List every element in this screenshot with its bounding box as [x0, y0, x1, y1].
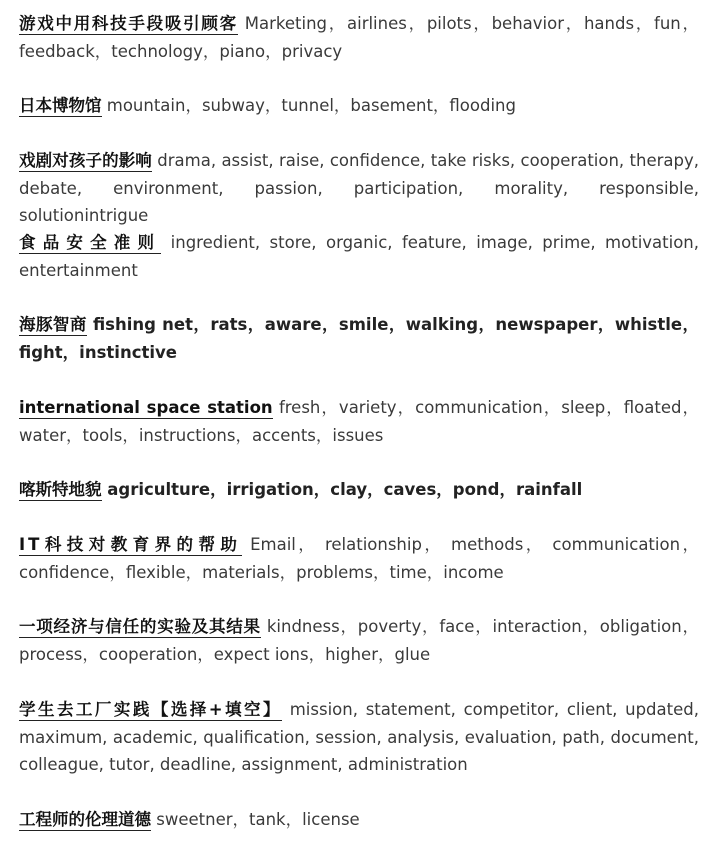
keyword-list: Email， relationship， methods， communication，confidence，flexible，materials，problems，time，income	[19, 535, 699, 582]
topic-heading: 戏剧对孩子的影响	[19, 151, 152, 170]
topic-heading: IT科技对教育界的帮助	[19, 535, 243, 554]
list-item	[19, 311, 699, 366]
topic-heading: 一项经济与信任的实验及其结果	[19, 617, 261, 636]
topic-heading: 食品安全准则	[19, 233, 162, 252]
list-item	[19, 92, 699, 120]
list-item	[19, 806, 699, 834]
list-item	[19, 229, 699, 284]
keyword-list: mission, statement, competitor, client, updated, maximum, academic, qualification, session, analysis, evaluation, path, document, colleague, tutor, deadline, assignment, administration	[19, 700, 699, 774]
keyword-list: drama, assist, raise, confidence, take risks, cooperation, therapy, debate, environment, passion, participation, morality, responsible, solutionintrigue	[19, 151, 699, 225]
topic-heading: 工程师的伦理道德	[19, 810, 151, 829]
list-item	[19, 394, 699, 449]
list-item	[19, 613, 699, 668]
list-item	[19, 476, 699, 504]
topic-heading: 海豚智商	[19, 315, 87, 334]
topic-heading: 日本博物馆	[19, 96, 102, 115]
topic-heading: 游戏中用科技手段吸引顾客	[19, 14, 238, 33]
keyword-list: agriculture，irrigation，clay，caves，pond，rainfall	[101, 480, 583, 499]
keyword-list: ingredient, store, organic, feature, image, prime, motivation, entertainment	[19, 233, 700, 280]
keyword-list: fishing net，rats，aware，smile，walking，newspaper，whistle，fight，instinctive	[19, 315, 700, 362]
topic-heading: 学生去工厂实践【选择+填空】	[19, 700, 283, 719]
keyword-list: fresh，variety，communication，sleep，floated，water，tools，instructions，accents，issues	[19, 398, 700, 445]
list-item	[19, 531, 699, 586]
list-item	[19, 696, 699, 779]
keyword-list: mountain，subway，tunnel，basement，flooding	[101, 96, 516, 115]
keyword-list: Marketing，airlines，pilots，behavior，hands，fun，feedback，technology，piano，privacy	[19, 14, 699, 61]
list-item	[19, 10, 699, 65]
topic-heading: 喀斯特地貌	[19, 480, 102, 499]
keyword-list: sweetner，tank，license	[151, 810, 360, 829]
keyword-list: kindness，poverty，face，interaction，obligation，process，cooperation，expect ions，higher，glue	[19, 617, 699, 664]
topic-heading: international space station	[19, 398, 273, 417]
list-item	[19, 147, 699, 230]
